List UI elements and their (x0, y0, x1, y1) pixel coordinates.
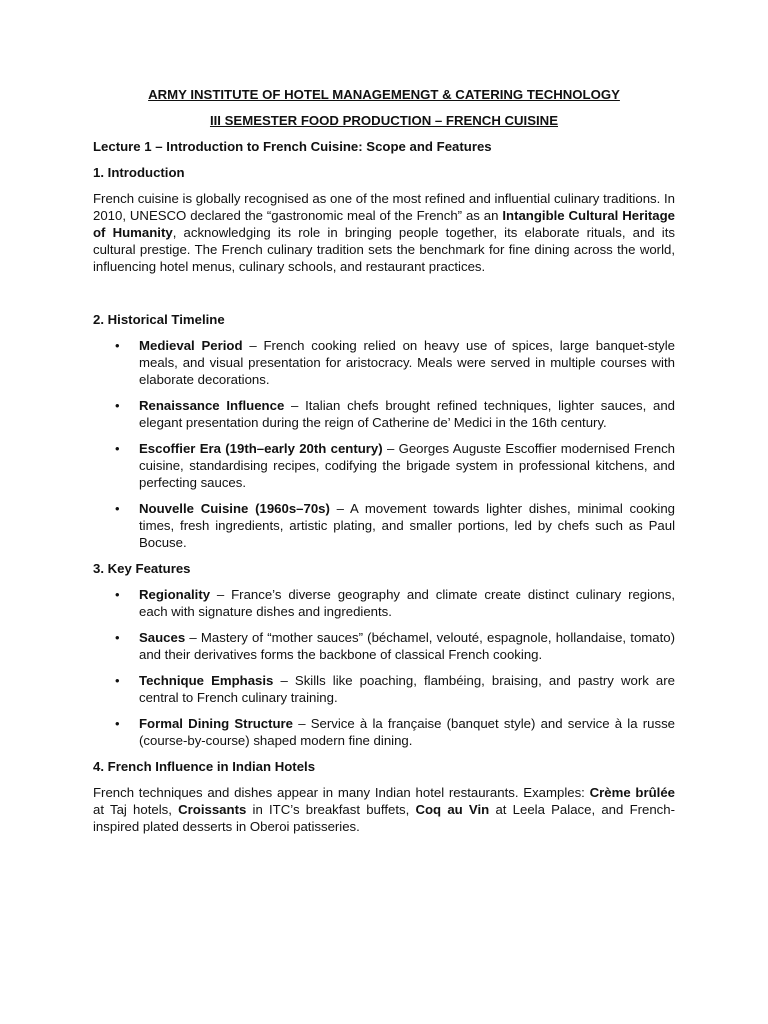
intro-bold-phrase: Intangible Cultural Heritage of Humanity (93, 208, 675, 240)
intro-text-part2: , acknowledging its role in bringing people together, its elaborate rituals, and its cultural prestige. The French culinary tradition sets the benchmark for fine dining across the world, influencing hotel menus, culinary schools, and restaurant practices. (93, 225, 675, 274)
section-heading-key-features: 3. Key Features (93, 561, 191, 576)
list-item-term: Formal Dining Structure (139, 716, 294, 731)
bullet-icon: • (115, 501, 120, 516)
list-item (93, 397, 675, 431)
indian-hotels-text: in ITC’s breakfast buffets, (246, 802, 416, 817)
bullet-icon: • (115, 587, 120, 602)
indian-hotels-paragraph (93, 784, 675, 835)
bullet-icon: • (115, 398, 120, 413)
bullet-icon: • (115, 673, 120, 688)
list-item-text: – Service à la française (banquet style) and service à la russe (course-by-course) shaped modern fine dining. (139, 716, 676, 748)
list-item (93, 629, 675, 663)
introduction-paragraph (93, 190, 675, 275)
list-item (93, 715, 675, 749)
document-body (93, 86, 675, 835)
list-item-term: Renaissance Influence (139, 398, 285, 413)
list-item-term: Medieval Period (139, 338, 243, 353)
bullet-icon: • (115, 338, 120, 353)
section-heading-introduction: 1. Introduction (93, 165, 185, 180)
section-heading-indian-hotels: 4. French Influence in Indian Hotels (93, 759, 316, 774)
bullet-icon: • (115, 716, 120, 731)
list-item (93, 440, 675, 491)
lecture-heading: Lecture 1 – Introduction to French Cuisine: Scope and Features (93, 139, 492, 154)
list-item-term: Regionality (139, 587, 211, 602)
indian-hotels-text: French techniques and dishes appear in many Indian hotel restaurants. Examples: (93, 785, 590, 800)
list-item-text: – Italian chefs brought refined techniques, lighter sauces, and elegant presentation during the reign of Catherine de’ Medici in the 16th century. (139, 398, 675, 430)
list-item-term: Sauces (139, 630, 186, 645)
institute-title: ARMY INSTITUTE OF HOTEL MANAGEMENGT & CATERING TECHNOLOGY (148, 87, 620, 102)
list-item-text: – Georges Auguste Escoffier modernised French cuisine, standardising recipes, codifying the brigade system in professional kitchens, and perfecting sauces. (139, 441, 675, 490)
list-item (93, 586, 675, 620)
list-item-text: – A movement towards lighter dishes, minimal cooking times, fresh ingredients, artistic plating, and smaller portions, led by chefs such as Paul Bocuse. (139, 501, 676, 550)
list-item-text: – Mastery of “mother sauces” (béchamel, velouté, espagnole, hollandaise, tomato) and their derivatives forms the backbone of classical French cooking. (139, 630, 675, 662)
indian-hotels-text: at Taj hotels, (93, 802, 179, 817)
features-list (93, 586, 675, 749)
list-item-term: Nouvelle Cuisine (1960s–70s) (139, 501, 330, 516)
list-item (93, 337, 675, 388)
bullet-icon: • (115, 630, 120, 645)
list-item-text: – Skills like poaching, flambéing, braising, and pastry work are central to French culinary training. (139, 673, 675, 705)
section-heading-timeline: 2. Historical Timeline (93, 312, 225, 327)
course-title: III SEMESTER FOOD PRODUCTION – FRENCH CUISINE (209, 113, 559, 128)
list-item-term: Escoffier Era (19th–early 20th century) (139, 441, 383, 456)
list-item-term: Technique Emphasis (139, 673, 274, 688)
indian-hotels-text: at Leela Palace, and French-inspired plated desserts in Oberoi patisseries. (93, 802, 676, 834)
list-item (93, 672, 675, 706)
list-item-text: – French cooking relied on heavy use of spices, large banquet-style meals, and visual presentation for aristocracy. Meals were served in multiple courses with elaborate decorations. (139, 338, 675, 387)
dish-croissants: Croissants (178, 802, 247, 817)
list-item-text: – France’s diverse geography and climate create distinct culinary regions, each with signature dishes and ingredients. (139, 587, 675, 619)
intro-text-part1: French cuisine is globally recognised as one of the most refined and influential culinary traditions. In 2010, UNESCO declared the “gastronomic meal of the French” as an (93, 191, 675, 223)
dish-creme-brulee: Crème brûlée (589, 785, 675, 800)
dish-coq-au-vin: Coq au Vin (415, 802, 490, 817)
list-item (93, 500, 675, 551)
timeline-list (93, 337, 675, 551)
bullet-icon: • (115, 441, 120, 456)
